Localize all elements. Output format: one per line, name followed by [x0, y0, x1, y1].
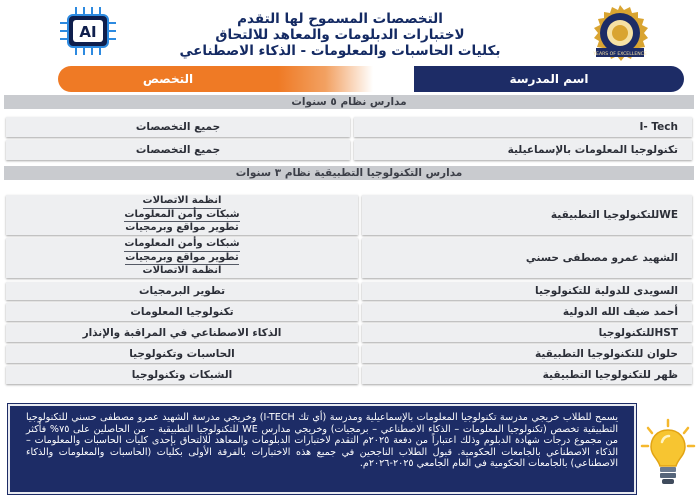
- lightbulb-icon: [640, 418, 696, 490]
- school-cell: السويدى للدولية للتكنولوجيا: [362, 282, 692, 300]
- school-cell: I- Tech: [354, 117, 692, 137]
- eligibility-note: يسمح للطلاب خريجي مدرسة تكنولوجيا المعلومات بالإسماعيلية ومدرسة (أي تك I-TECH) وخريجي مدرسة الشهيد عمرو مصطفى حسني للتكنولوجيا التطبيقية تخصص (تكنولوجيا المعلومات – الذكاء الاصطناعي – برمجيات) وخريجي مدارس WE للتكنولوجيا التطبيقية – من الحاصلين على ٧٥% فأكثر من مجموع درجات شهادة الدبلوم وذلك اعتباراً من دفعة ٢٠٢٥م التقدم لاختبارات الدبلومات والمعاهد للالتحاق بإحدى كليات الحاسبات والمعلومات – الذكاء الاصطناعي بالجامعات الحكومية. قبول الطلاب الناجحين في جميع هذه الاختبارات بالفرقة الأولى بكليات (الحاسبات والمعلومات والذكاء الاصطناعي) بالجامعات الحكومية في العام الجامعي ٢٠٢٥-٢٠٢٦م.: [8, 404, 636, 494]
- excellence-seal-logo: [590, 4, 650, 64]
- specialization-line: شبكات وأمن المعلومات: [124, 238, 239, 252]
- tab-school-name: اسم المدرسة: [414, 66, 684, 92]
- specialization-cell: جميع التخصصات: [6, 140, 350, 160]
- title-line-1: التخصصات المسموح لها التقدم: [237, 11, 443, 27]
- school-cell: أحمد ضيف الله الدولية: [362, 303, 692, 321]
- tab-specialization: التخصص: [58, 66, 278, 92]
- specialization-line: تطوير مواقع وبرمجيات: [125, 222, 239, 234]
- page-title: [140, 11, 540, 59]
- title-line-2: لاختبارات الدبلومات والمعاهد للالتحاق: [215, 27, 465, 43]
- school-cell: ظهر للتكنولوجيا التطبيقية: [362, 366, 692, 384]
- section-three-year-title: مدارس التكنولوجيا التطبيقية نظام ٣ سنوات: [4, 166, 694, 180]
- specialization-line: انظمة الاتصالات: [143, 195, 222, 209]
- specialization-cell: الشبكات وتكنولوجيا: [6, 366, 358, 384]
- section-five-year-title: مدارس نظام ٥ سنوات: [4, 95, 694, 109]
- specialization-cell: [6, 238, 358, 278]
- specialization-cell: الحاسبات وتكنولوجيا: [6, 345, 358, 363]
- school-cell: WEللتكنولوجيا التطبيقية: [362, 195, 692, 235]
- specialization-cell: [6, 195, 358, 235]
- svg-text:YEARS OF EXCELLENCE: YEARS OF EXCELLENCE: [593, 52, 647, 57]
- specialization-cell: الذكاء الاصطناعي في المراقبة والإنذار: [6, 324, 358, 342]
- tab-divider: [278, 66, 414, 92]
- ai-chip-icon: [58, 5, 118, 57]
- specialization-line: شبكات وأمن المعلومات: [124, 209, 239, 223]
- specialization-cell: تطوير البرمجيات: [6, 282, 358, 300]
- specialization-cell: تكنولوجيا المعلومات: [6, 303, 358, 321]
- school-cell: حلوان للتكنولوجيا التطبيقية: [362, 345, 692, 363]
- school-cell: تكنولوجيا المعلومات بالإسماعيلية: [354, 140, 692, 160]
- header: [0, 0, 700, 66]
- title-line-3: بكليات الحاسبات والمعلومات - الذكاء الاصطناعي: [179, 43, 501, 59]
- school-cell: HSTللتكنولوجيا: [362, 324, 692, 342]
- specialization-cell: جميع التخصصات: [6, 117, 350, 137]
- specialization-line: انظمة الاتصالات: [142, 265, 222, 277]
- svg-text:AI: AI: [79, 23, 97, 41]
- specialization-line: تطوير مواقع وبرمجيات: [125, 252, 238, 266]
- school-cell: الشهيد عمرو مصطفى حسني: [362, 238, 692, 278]
